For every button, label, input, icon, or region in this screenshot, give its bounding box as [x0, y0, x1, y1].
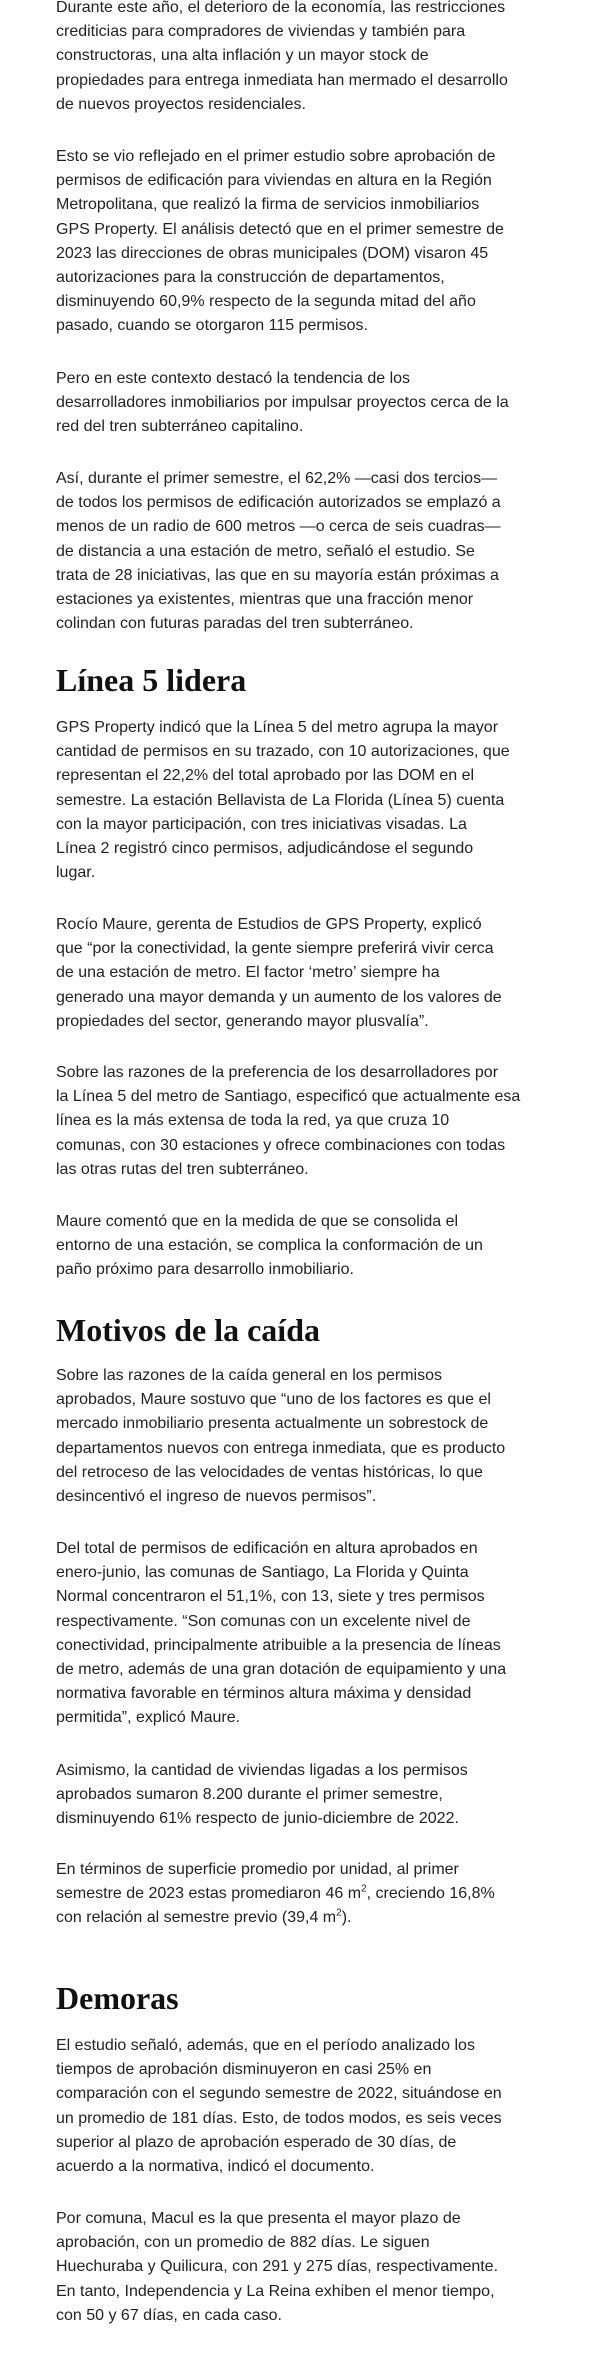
paragraph: Pero en este contexto destacó la tendencia de los desarrolladores inmobiliarios por impulsar proyectos cerca de la red del tren subterráneo capitalino. [56, 370, 509, 436]
paragraph: Asimismo, la cantidad de viviendas ligadas a los permisos aprobados sumaron 8.200 durante el primer semestre, disminuyendo 61% respecto de junio-diciembre de 2022. [56, 1762, 468, 1828]
section-heading-motivos: Motivos de la caída [56, 1312, 320, 1348]
paragraph: Así, durante el primer semestre, el 62,2% —casi dos tercios— de todos los permisos de edificación autorizados se emplazó a menos de un radio de 600 metros —o cerca de seis cuadras— de distancia a una estación de metro, señaló el estudio. Se trata de 28 iniciativas, las que en su mayoría están próximas a estaciones ya existentes, mientras que una fracción menor colindan con futuras paradas del tren subterráneo. [56, 470, 501, 633]
section-heading-demoras: Demoras [56, 1980, 179, 2016]
paragraph: Del total de permisos de edificación en altura aprobados en enero-junio, las comunas de Santiago, La Florida y Quinta Normal concentraron el 51,1%, con 13, siete y tres permisos respectivamente. “Son comunas con un excelente nivel de conectividad, principalmente atribuible a la presencia de líneas de metro, además de una gran dotación de equipamiento y una normativa favorable en términos altura máxima y densidad permitida”, explicó Maure. [56, 1540, 507, 1727]
paragraph: Maure comentó que en la medida de que se consolida el entorno de una estación, se complica la conformación de un paño próximo para desarrollo inmobiliario. [56, 1213, 483, 1279]
section-heading-linea-5: Línea 5 lidera [56, 662, 247, 698]
paragraph: GPS Property indicó que la Línea 5 del metro agrupa la mayor cantidad de permisos en su trazado, con 10 autorizaciones, que representan el 22,2% del total aprobado por las DOM en el semestre. La estación Bellavista de La Florida (Línea 5) cuenta con la mayor participación, con tres iniciativas visadas. La Línea 2 registró cinco permisos, adjudicándose el segundo lugar. [56, 719, 510, 882]
paragraph: Sobre las razones de la preferencia de los desarrolladores por la Línea 5 del metro de Santiago, especificó que actualmente esa línea es la más extensa de toda la red, ya que cruza 10 comunas, con 30 estaciones y ofrece combinaciones con todas las otras rutas del tren subterráneo. [56, 1064, 521, 1178]
paragraph: Rocío Maure, gerenta de Estudios de GPS Property, explicó que “por la conectividad, la gente siempre preferirá vivir cerca de una estación de metro. El factor ‘metro’ siempre ha generado una mayor demanda y un aumento de los valores de propiedades del sector, generando mayor plusvalía”. [56, 916, 502, 1030]
paragraph: Sobre las razones de la caída general en los permisos aprobados, Maure sostuvo que “uno de los factores es que el mercado inmobiliario presenta actualmente un sobrestock de departamentos nuevos con entrega inmediata, que es producto del retroceso de las velocidades de ventas históricas, lo que desincentivó el ingreso de nuevos permisos”. [56, 1367, 506, 1506]
paragraph: El estudio señaló, además, que en el período analizado los tiempos de aprobación disminuyeron en casi 25% en comparación con el segundo semestre de 2022, situándose en un promedio de 181 días. Esto, de todos modos, es seis veces superior al plazo de aprobación esperado de 30 días, de acuerdo a la normativa, indicó el documento. [56, 2037, 502, 2176]
paragraph: Por comuna, Macul es la que presenta el mayor plazo de aprobación, con un promedio de 882 días. Le siguen Huechuraba y Quilicura, con 291 y 275 días, respectivamente. En tanto, Independencia y La Reina exhiben el menor tiempo, con 50 y 67 días, en cada caso. [56, 2210, 499, 2324]
paragraph: En términos de superficie promedio por unidad, al primer semestre de 2023 estas promediaron 46 $m^2$, creciendo 16,8% con relación al semestre previo (39,4 $m^2$). [56, 1861, 495, 1927]
paragraph: Esto se vio reflejado en el primer estudio sobre aprobación de permisos de edificación para viviendas en altura en la Región Metropolitana, que realizó la firma de servicios inmobiliarios GPS Property. El análisis detectó que en el primer semestre de 2023 las direcciones de obras municipales (DOM) visaron 45 autorizaciones para la construcción de departamentos, disminuyendo 60,9% respecto de la segunda mitad del año pasado, cuando se otorgaron 115 permisos. [56, 148, 504, 335]
paragraph: Durante este año, el deterioro de la economía, las restricciones crediticias para compradores de viviendas y también para constructoras, una alta inflación y un mayor stock de propiedades para entrega inmediata han mermado el desarrollo de nuevos proyectos residenciales. [56, 0, 508, 113]
